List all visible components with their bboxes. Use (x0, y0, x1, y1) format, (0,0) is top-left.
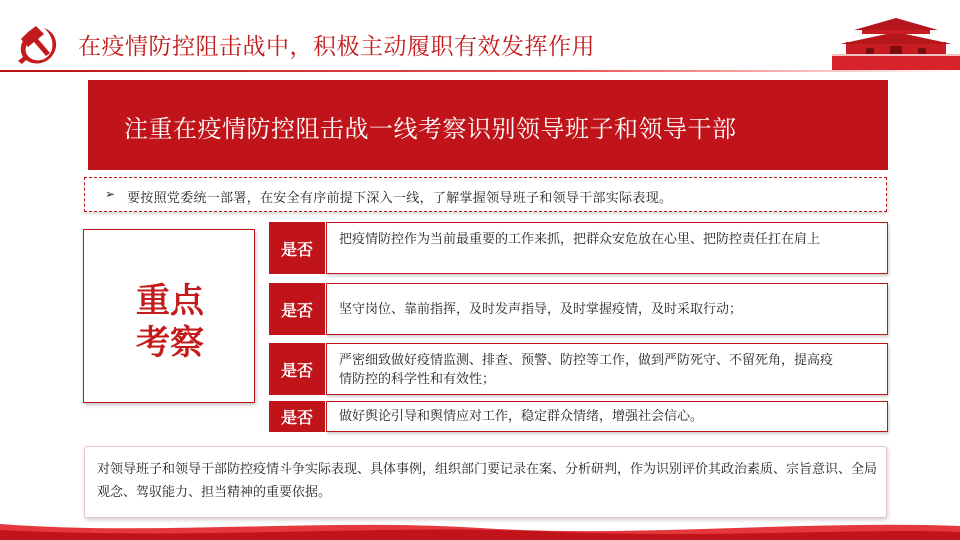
check-tag: 是否 (269, 283, 325, 335)
check-item-text: 做好舆论引导和舆情应对工作，稳定群众情绪，增强社会信心。 (339, 409, 704, 424)
focus-box (83, 229, 255, 403)
focus-label (84, 280, 256, 364)
check-item-box (326, 401, 888, 432)
check-item-box (326, 222, 888, 274)
check-item-box (326, 283, 888, 335)
header-divider (0, 70, 960, 72)
section-banner (88, 80, 888, 170)
check-item-box (326, 343, 888, 395)
tiananmen-gate-icon (832, 14, 960, 70)
arrow-bullet-icon: ➢ (105, 187, 116, 201)
intro-box (84, 177, 887, 212)
footer-wave-decoration (0, 518, 960, 540)
check-tag: 是否 (269, 343, 325, 395)
focus-line-2: 考察 (136, 323, 204, 363)
check-tag: 是否 (269, 401, 325, 432)
page-title: 在疫情防控阻击战中，积极主动履职有效发挥作用 (78, 34, 595, 60)
check-item-text: 坚守岗位、靠前指挥，及时发声指导，及时掌握疫情，及时采取行动； (339, 302, 743, 317)
summary-box (84, 446, 887, 518)
slide-header (0, 0, 960, 70)
intro-text: 要按照党委统一部署，在安全有序前提下深入一线，了解掌握领导班子和领导干部实际表现。 (127, 191, 673, 206)
check-item-text: 严密细致做好疫情监测、排查、预警、防控等工作，做到严防死守、不留死角，提高疫情防控的科学性和有效性； (339, 353, 834, 387)
banner-title: 注重在疫情防控阻击战一线考察识别领导班子和领导干部 (124, 115, 737, 143)
focus-line-1: 重点 (136, 281, 204, 321)
summary-text: 对领导班子和领导干部防控疫情斗争实际表现、具体事例，组织部门要记录在案、分析研判，作为识别评价其政治素质、宗旨意识、全局观念、驾驭能力、担当精神的重要依据。 (97, 462, 878, 500)
check-tag: 是否 (269, 222, 325, 274)
hammer-sickle-icon (14, 22, 62, 70)
check-item-text: 把疫情防控作为当前最重要的工作来抓，把群众安危放在心里、把防控责任扛在肩上 (339, 232, 821, 247)
